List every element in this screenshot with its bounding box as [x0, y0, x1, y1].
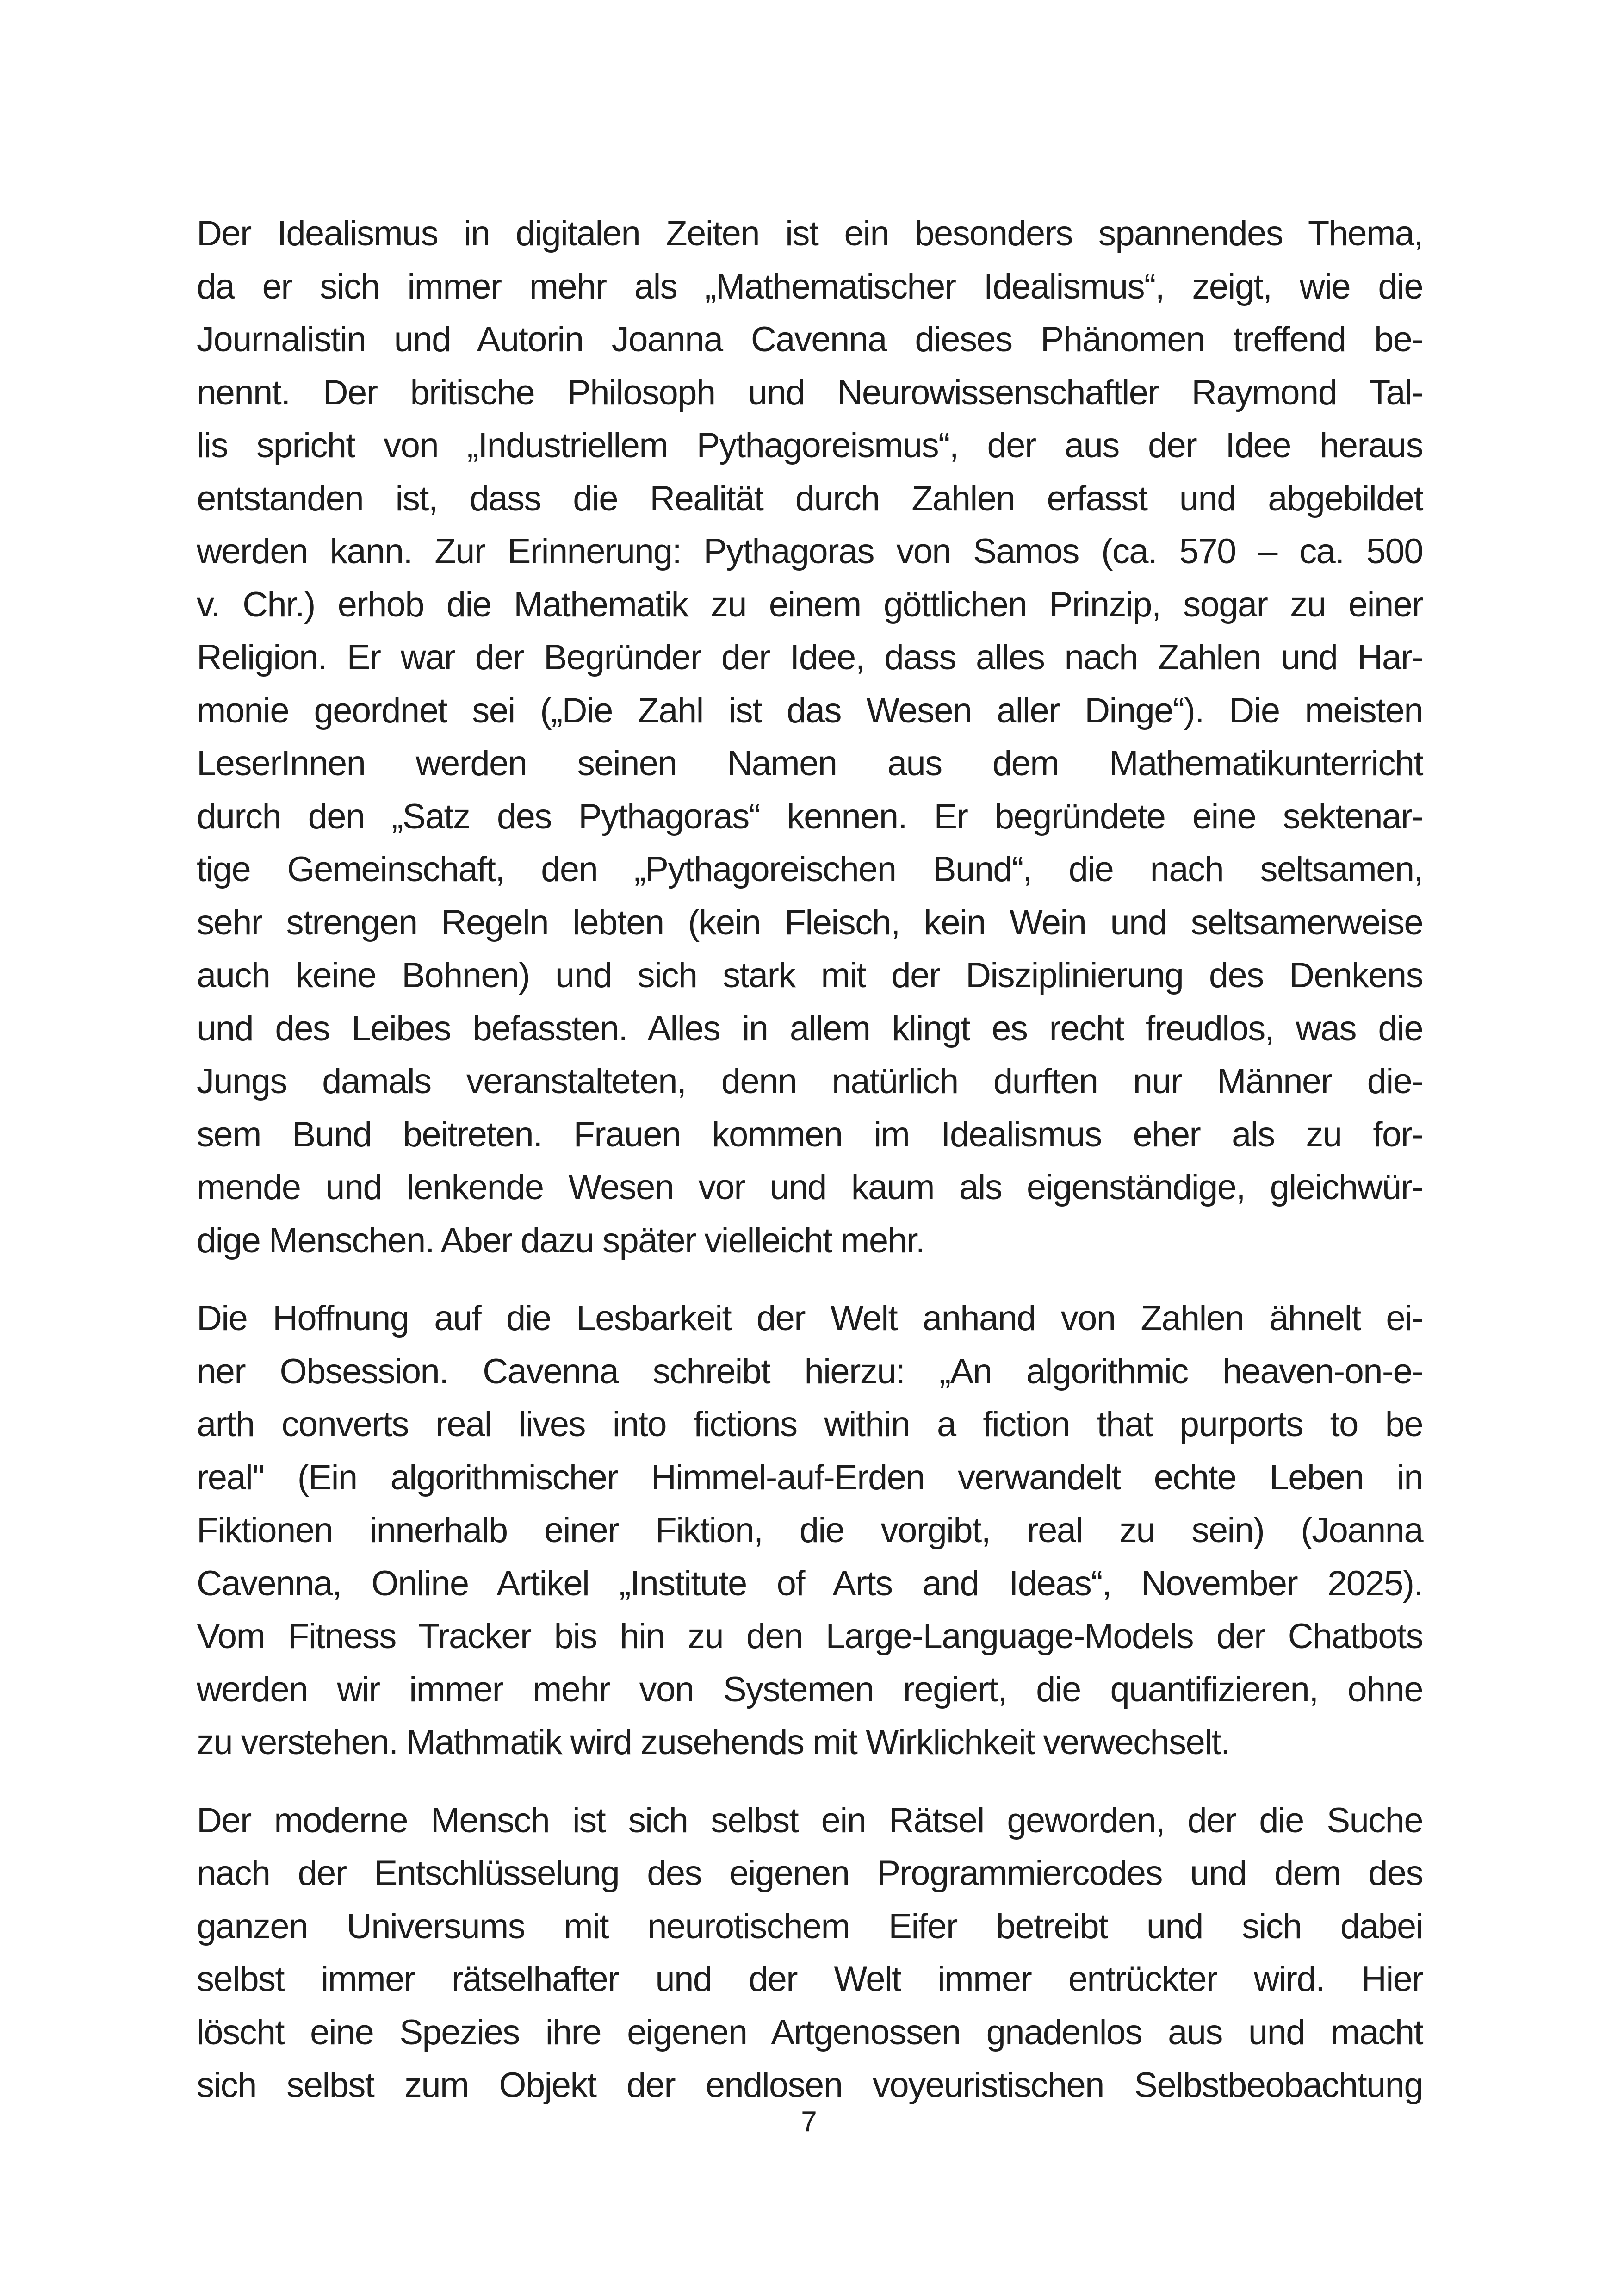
- text-line: Die Hoffnung auf die Lesbarkeit der Welt anhand von Zahlen ähnelt ei-: [197, 1299, 1423, 1338]
- text-line: mende und lenkende Wesen vor und kaum als eigenständige, gleichwür-: [197, 1168, 1423, 1207]
- text-line: v. Chr.) erhob die Mathematik zu einem göttlichen Prinzip, sogar zu einer: [197, 585, 1423, 624]
- text-line: nach der Entschlüsselung des eigenen Programmiercodes und dem des: [197, 1854, 1423, 1893]
- text-line: lis spricht von „Industriellem Pythagoreismus“, der aus der Idee heraus: [197, 426, 1423, 465]
- paragraph-3: [197, 1794, 1423, 2112]
- text-line: Der moderne Mensch ist sich selbst ein Rätsel geworden, der die Suche: [197, 1800, 1423, 1840]
- text-line: werden wir immer mehr von Systemen regiert, die quantifizieren, ohne: [197, 1669, 1423, 1709]
- text-line: sehr strengen Regeln lebten (kein Fleisch, kein Wein und seltsamerweise: [197, 902, 1423, 942]
- text-line: und des Leibes befassten. Alles in allem klingt es recht freudlos, was die: [197, 1008, 1423, 1048]
- text-line: Jungs damals veranstalteten, denn natürlich durften nur Männer die-: [197, 1062, 1423, 1101]
- text-line: arth converts real lives into fictions within a fiction that purports to be: [197, 1405, 1423, 1444]
- text-line: zu verstehen. Mathmatik wird zusehends mit Wirklichkeit verwechselt.: [197, 1723, 1230, 1762]
- text-line: Vom Fitness Tracker bis hin zu den Large-Language-Models der Chatbots: [197, 1617, 1423, 1656]
- text-line: selbst immer rätselhafter und der Welt immer entrückter wird. Hier: [197, 1960, 1423, 1999]
- text-line: dige Menschen. Aber dazu später vielleicht mehr.: [197, 1220, 925, 1260]
- text-line: auch keine Bohnen) und sich stark mit der Disziplinierung des Denkens: [197, 956, 1423, 995]
- text-line: Der Idealismus in digitalen Zeiten ist ein besonders spannendes Thema,: [197, 214, 1423, 253]
- text-line: sem Bund beitreten. Frauen kommen im Idealismus eher als zu for-: [197, 1114, 1423, 1154]
- text-line: Cavenna, Online Artikel „Institute of Arts and Ideas“, November 2025).: [197, 1563, 1423, 1603]
- text-line: sich selbst zum Objekt der endlosen voyeuristischen Selbstbeobachtung: [197, 2066, 1423, 2105]
- text-line: real" (Ein algorithmischer Himmel-auf-Erden verwandelt echte Leben in: [197, 1457, 1423, 1497]
- text-line: monie geordnet sei („Die Zahl ist das Wesen aller Dinge“). Die meisten: [197, 691, 1423, 730]
- text-line: löscht eine Spezies ihre eigenen Artgenossen gnadenlos aus und macht: [197, 2012, 1423, 2052]
- text-line: tige Gemeinschaft, den „Pythagoreischen Bund“, die nach seltsamen,: [197, 850, 1423, 889]
- text-line: Religion. Er war der Begründer der Idee, dass alles nach Zahlen und Har-: [197, 638, 1423, 677]
- text-line: da er sich immer mehr als „Mathematischer Idealismus“, zeigt, wie die: [197, 267, 1423, 306]
- paragraph-1: [197, 207, 1423, 1267]
- text-line: Journalistin und Autorin Joanna Cavenna dieses Phänomen treffend be-: [197, 320, 1423, 359]
- text-line: durch den „Satz des Pythagoras“ kennen. Er begründete eine sektenar-: [197, 796, 1423, 836]
- text-line: Fiktionen innerhalb einer Fiktion, die vorgibt, real zu sein) (Joanna: [197, 1511, 1423, 1550]
- page-number: 7: [801, 2106, 817, 2138]
- text-line: entstanden ist, dass die Realität durch Zahlen erfasst und abgebildet: [197, 479, 1423, 518]
- text-line: nennt. Der britische Philosoph und Neurowissenschaftler Raymond Tal-: [197, 373, 1423, 412]
- text-line: werden kann. Zur Erinnerung: Pythagoras von Samos (ca. 570 – ca. 500: [197, 532, 1423, 571]
- text-line: ganzen Universums mit neurotischem Eifer betreibt und sich dabei: [197, 1906, 1423, 1946]
- text-line: ner Obsession. Cavenna schreibt hierzu: „An algorithmic heaven-on-e-: [197, 1351, 1423, 1391]
- text-line: LeserInnen werden seinen Namen aus dem Mathematikunterricht: [197, 744, 1423, 783]
- body-text: [197, 207, 1423, 2112]
- paragraph-2: [197, 1292, 1423, 1769]
